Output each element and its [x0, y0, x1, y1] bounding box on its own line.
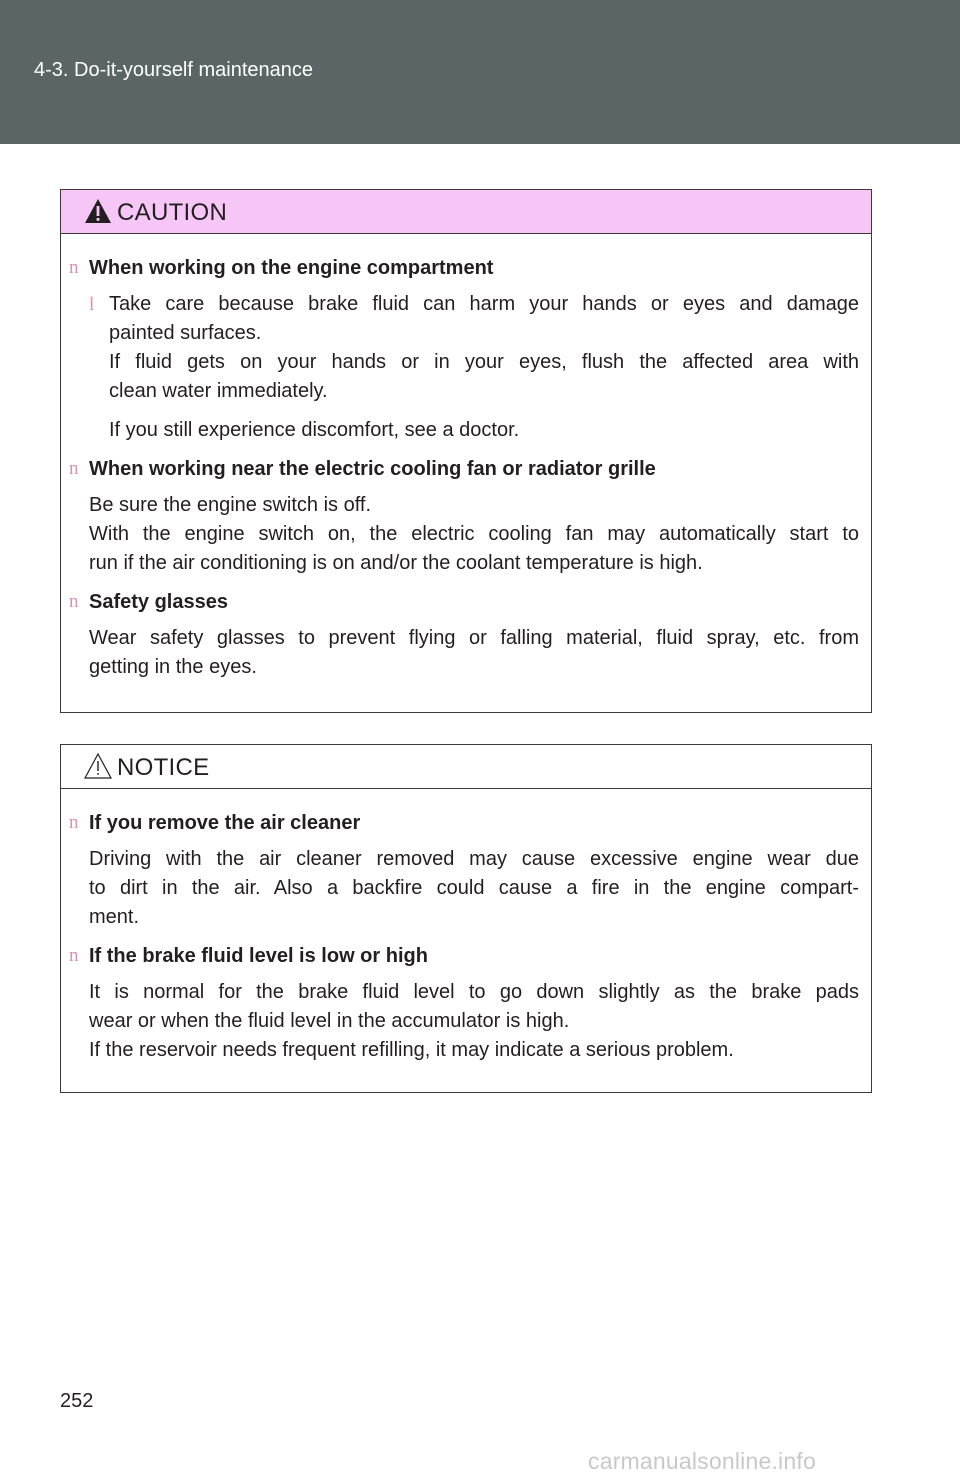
notice-body	[61, 789, 871, 1065]
caution-item-heading: n When working near the electric cooling fan or radiator grille	[69, 454, 859, 484]
caution-item-body: Wear safety glasses to prevent flying or falling material, fluid spray, etc. from getting in the eyes.	[89, 627, 859, 678]
notice-item-body: Driving with the air cleaner removed may cause excessive engine wear due to dirt in the air. Also a backfire could cause a fire in the engine compart- ment.	[89, 848, 859, 928]
notice-title: NOTICE	[117, 754, 210, 781]
item-marker: n	[69, 458, 79, 479]
caution-title: CAUTION	[117, 199, 228, 226]
item-marker: n	[69, 591, 79, 612]
notice-item-heading: n If the brake fluid level is low or high	[69, 941, 859, 971]
section-title: 4-3. Do-it-yourself maintenance	[34, 59, 314, 81]
sub-bullet: l Take care because brake fluid can harm your hands or eyes and damage painted surfaces. If fluid gets on your hands or in your eyes, flush the affected area with clean water immediately. If you still experience discomfort, see a doctor.	[89, 290, 859, 445]
notice-item-heading: n If you remove the air cleaner	[69, 808, 859, 838]
item-marker: n	[69, 257, 79, 278]
header-band	[0, 0, 960, 144]
caution-item-heading: n Safety glasses	[69, 587, 859, 617]
caution-header	[61, 190, 871, 234]
notice-box	[60, 744, 872, 1093]
sub-marker: l	[89, 294, 95, 315]
notice-header	[61, 745, 871, 789]
caution-item-body	[69, 290, 859, 445]
caution-body	[61, 234, 871, 682]
notice-item-body: It is normal for the brake fluid level to go down slightly as the brake pads wear or when the fluid level in the accumulator is high. If the reservoir needs frequent refilling, it may indicate a serious problem.	[89, 981, 859, 1061]
notice-triangle-icon	[83, 752, 113, 780]
item-marker: n	[69, 812, 79, 833]
warning-triangle-icon	[83, 197, 113, 225]
watermark: carmanualsonline.info	[588, 1448, 816, 1474]
page-number: 252	[60, 1390, 94, 1412]
caution-box	[60, 189, 872, 713]
caution-item-body: Be sure the engine switch is off. With the engine switch on, the electric cooling fan may automatically start to run if the air conditioning is on and/or the coolant temperature is high.	[89, 494, 859, 574]
item-marker: n	[69, 945, 79, 966]
caution-item-heading: n When working on the engine compartment	[69, 253, 859, 283]
